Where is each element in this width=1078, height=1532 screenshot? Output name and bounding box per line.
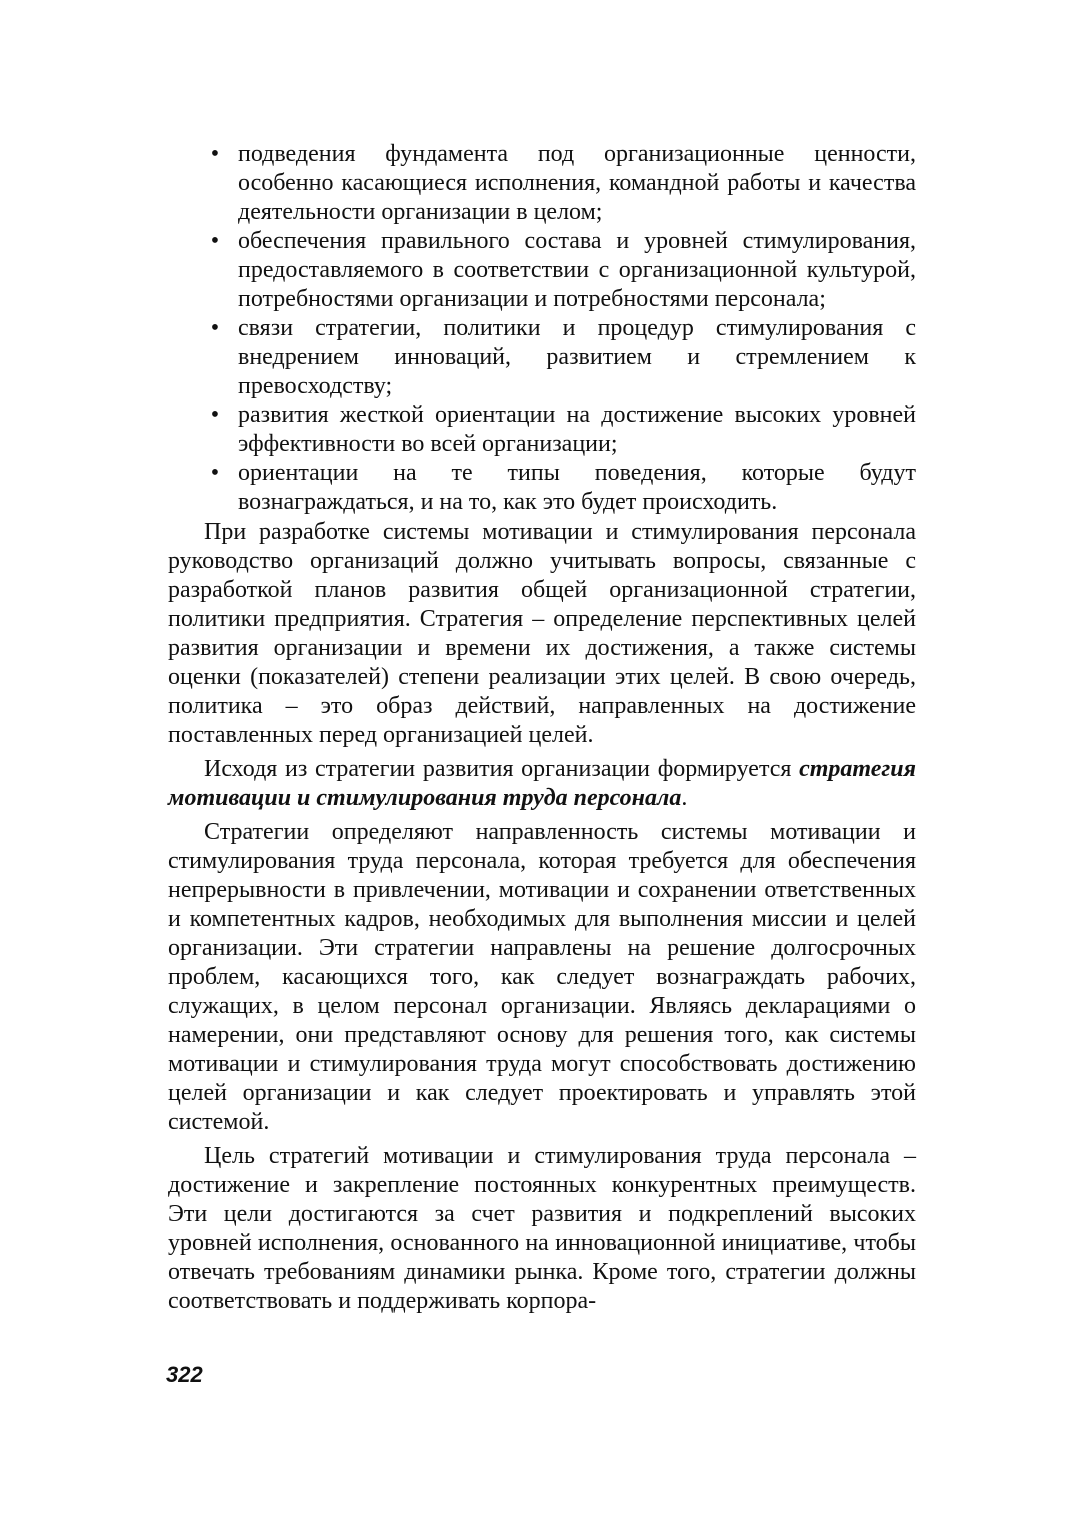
paragraph-strategy-direction: Стратегии определяют направленность системы мотивации и стимулирования труда персонала, которая требуется для обеспечения непрерывности в привлечении, мотивации и сохранении ответственных и компетентных кадров, необходимых для выполнения миссии и целей организации. Эти стратегии направлены на решение долгосрочных проблем, касающихся того, как следует вознаграждать рабочих, служащих, в целом персонал организации. Являясь декларациями о намерении, они представляют основу для решения того, как системы мотивации и стимулирования труда могут способствовать достижению целей организации и как следует проектировать и управлять этой системой. bbox=[168, 819, 916, 1135]
list-item-text: обеспечения правильного состава и уровней стимулирования, предоставляемого в соответствии с организационной культурой, потребностями организации и потребностями персонала; bbox=[238, 228, 916, 312]
page-number: 322 bbox=[166, 1362, 203, 1387]
bullet-icon: • bbox=[210, 141, 220, 167]
list-item-text: подведения фундамента под организационные ценности, особенно касающиеся исполнения, командной работы и качества деятельности организации в целом; bbox=[238, 141, 916, 225]
list-item-text: ориентации на те типы поведения, которые будут вознаграждаться, и на то, как это будет происходить. bbox=[238, 460, 916, 515]
page-body bbox=[168, 140, 916, 1316]
list-item-text: развития жесткой ориентации на достижение высоких уровней эффективности во всей организации; bbox=[238, 402, 916, 457]
paragraph-motivation-strategy bbox=[168, 755, 916, 813]
list-item bbox=[168, 140, 916, 227]
bullet-icon: • bbox=[210, 402, 220, 428]
list-item bbox=[168, 459, 916, 517]
paragraph-strategy-definition: При разработке системы мотивации и стимулирования персонала руководство организаций должно учитывать вопросы, связанные с разработкой планов развития общей организационной стратегии, политики предприятия. Стратегия – определение перспективных целей развития организации и времени их достижения, а также системы оценки (показателей) степени реализации этих целей. В свою очередь, политика – это образ действий, направленных на достижение поставленных перед организацией целей. bbox=[168, 519, 916, 748]
bullet-icon: • bbox=[210, 315, 220, 341]
emphasized-term: стратегия мотивации и стимулирования труда персонала bbox=[168, 756, 916, 811]
bullet-icon: • bbox=[210, 228, 220, 254]
list-item bbox=[168, 227, 916, 314]
bullet-list bbox=[168, 140, 916, 517]
paragraph-end: . bbox=[681, 785, 688, 811]
paragraph-text: Исходя из стратегии развития организации формируется bbox=[204, 756, 800, 782]
list-item bbox=[168, 401, 916, 459]
list-item-text: связи стратегии, политики и процедур стимулирования с внедрением инноваций, развитием и стремлением к превосходству; bbox=[238, 315, 916, 399]
paragraph-strategy-goal: Цель стратегий мотивации и стимулирования труда персонала – достижение и закрепление постоянных конкурентных преимуществ. Эти цели достигаются за счет развития и подкреплений высоких уровней исполнения, основанного на инновационной инициативе, чтобы отвечать требованиям динамики рынка. Кроме того, стратегии должны соответствовать и поддерживать корпора- bbox=[168, 1143, 916, 1314]
bullet-icon: • bbox=[210, 460, 220, 486]
list-item bbox=[168, 314, 916, 401]
